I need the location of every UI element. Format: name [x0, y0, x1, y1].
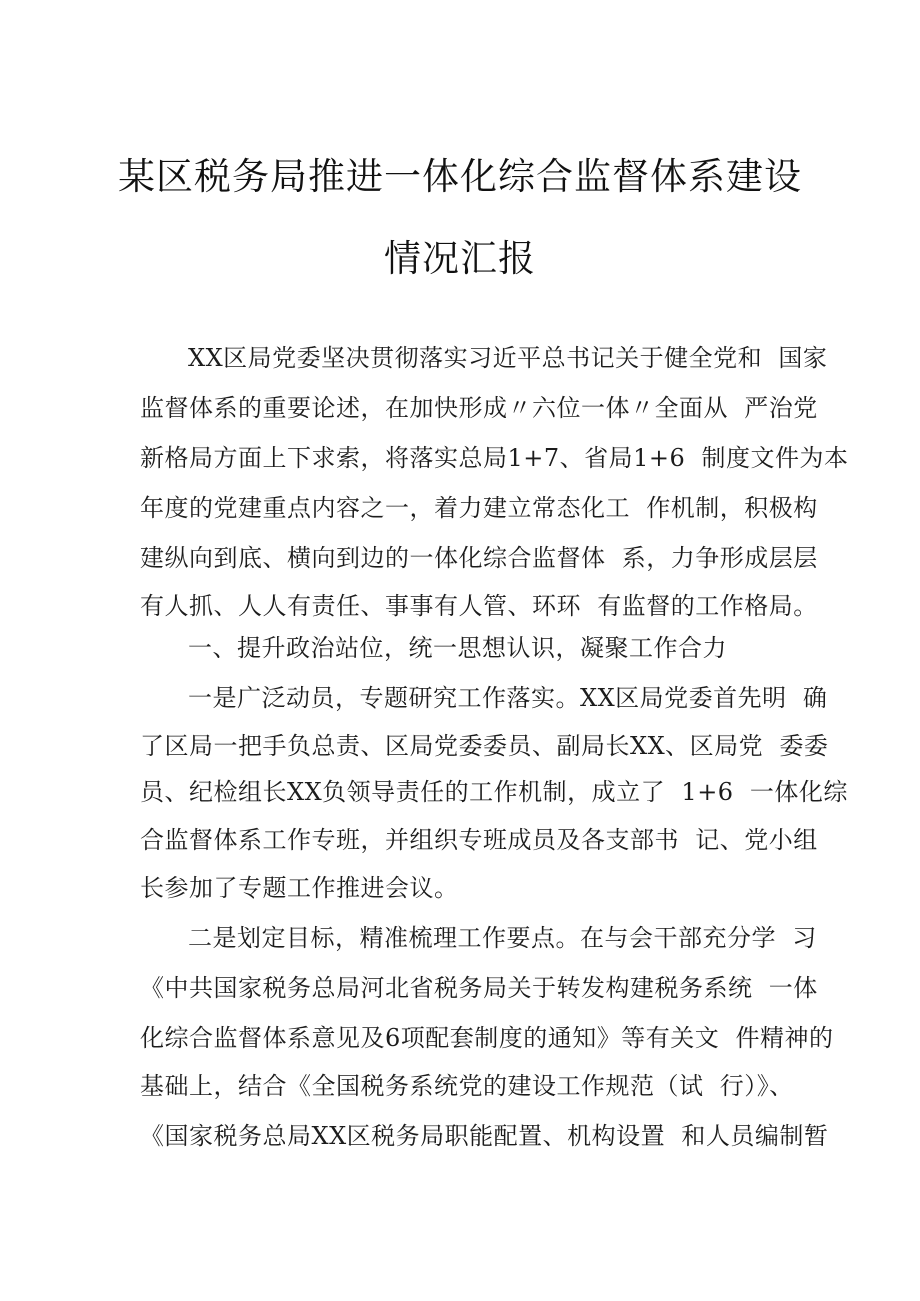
- section-heading: 一、提升政治站位，统一思想认识，凝聚工作合力: [188, 634, 727, 662]
- paragraph-line: 有人抓、人人有责任、事事有人管、环环 有监督的工作格局。: [140, 592, 818, 620]
- document-title-line-2: 情况汇报: [384, 237, 536, 280]
- paragraph-line: 了区局一把手负总责、区局党委委员、副局长XX、区局党 委委: [140, 732, 829, 760]
- paragraph-line: 年度的党建重点内容之一，着力建立常态化工 作机制，积极构: [140, 494, 818, 522]
- paragraph-line: 合监督体系工作专班，并组织专班成员及各支部书 记、党小组: [140, 826, 818, 854]
- paragraph-line: 基础上，结合《全国税务系统党的建设工作规范（试 行）》、: [140, 1072, 794, 1100]
- paragraph-line: 长参加了专题工作推进会议。: [140, 874, 459, 902]
- paragraph-line: 监督体系的重要论述，在加快形成〃六位一体〃全面从 严治党: [140, 394, 818, 422]
- paragraph-line: 员、纪检组长XX负领导责任的工作机制，成立了 1+6 一体化综: [140, 778, 848, 806]
- document-title-line-1: 某区税务局推进一体化综合监督体系建设: [118, 155, 802, 198]
- paragraph-line: 《中共国家税务总局河北省税务局关于转发构建税务系统 一体: [140, 974, 818, 1002]
- paragraph-line: 《国家税务总局XX区税务局职能配置、机构设置 和人员编制暂: [140, 1122, 829, 1150]
- paragraph-line: 一是广泛动员，专题研究工作落实。XX区局党委首先明 确: [188, 684, 828, 712]
- paragraph-line: 化综合监督体系意见及6项配套制度的通知》等有关文 件精神的: [140, 1024, 834, 1052]
- paragraph-line: 建纵向到底、横向到边的一体化综合监督体 系，力争形成层层: [140, 544, 818, 572]
- paragraph-line: 二是划定目标，精准梳理工作要点。在与会干部充分学 习: [188, 924, 817, 952]
- paragraph-line: XX区局党委坚决贯彻落实习近平总书记关于健全党和 国家: [188, 344, 828, 372]
- paragraph-line: 新格局方面上下求索，将落实总局1+7、省局1+6 制度文件为本: [140, 444, 849, 472]
